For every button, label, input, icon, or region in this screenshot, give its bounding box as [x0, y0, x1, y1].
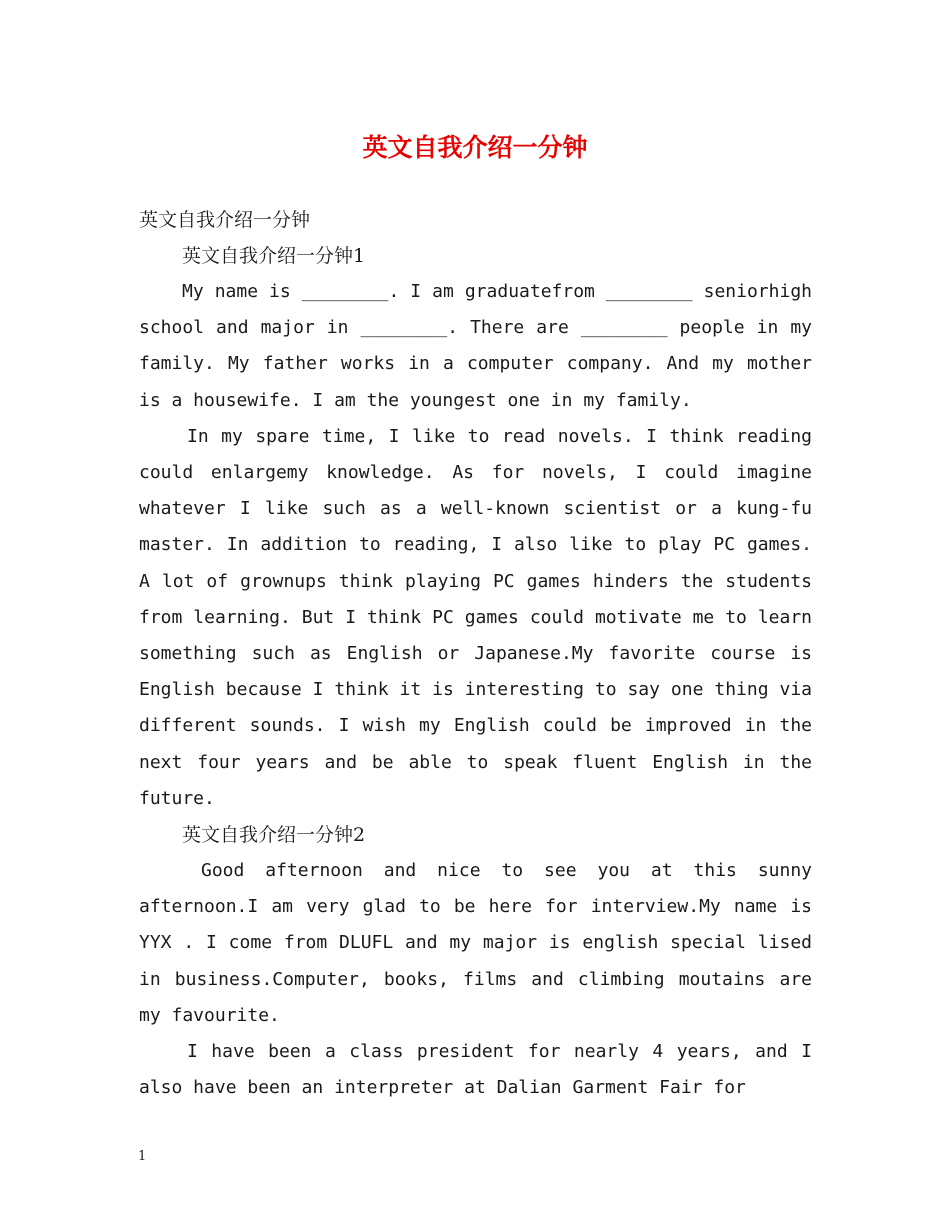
section-heading-1: 英文自我介绍一分钟1 — [182, 245, 366, 267]
paragraph: In my spare time, I like to read novels. I think reading could enlargemy knowledge. As for novels, I could imagine whatever I like such as a well-known scientist or a kung-fu master. In addition to reading, I also like to play PC games. A lot of grownups think playing PC games hinders the students from learning. But I think PC games could motivate me to learn something such as English or Japanese.My favorite course is English because I think it is interesting to say one thing via different sounds. I wish my English could be improved in the next four years and be able to speak fluent English in the future. — [139, 425, 812, 809]
document-title: 英文自我介绍一分钟 — [362, 133, 588, 162]
paragraph: Good afternoon and nice to see you at this sunny afternoon.I am very glad to be here for interview.My name is YYX . I come from DLUFL and my major is english special lised in business.Computer, books, films and climbing moutains are my favourite. — [139, 860, 812, 1026]
paragraph: My name is ________. I am graduatefrom ________ seniorhigh school and major in ________. There are ________ people in my family. My father works in a computer company. And my mother is a housewife. I am the youngest one in my family. — [139, 281, 812, 411]
paragraph: I have been a class president for nearly 4 years, and I also have been an interpreter at Dalian Garment Fair for — [139, 1041, 812, 1099]
section-heading-2: 英文自我介绍一分钟2 — [182, 824, 366, 847]
page-number: 1 — [138, 1149, 147, 1164]
document-body — [139, 202, 812, 1106]
document-heading: 英文自我介绍一分钟 — [139, 209, 311, 231]
